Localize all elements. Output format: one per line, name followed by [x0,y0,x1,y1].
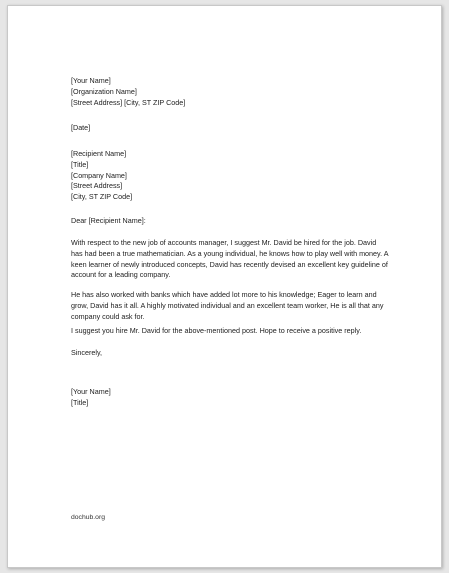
paragraph-text: With respect to the new job of accounts manager, I suggest Mr. David be hired for the job. David has had been a true mathematician. As a young individual, he knows how to play well with money. A keen learner of newly introduced concepts, David has recently devised an excellent key guideline of account for a leading company. [71,238,389,280]
sender-name: [Your Name] [71,76,111,85]
signature-title: [Title] [71,397,89,407]
date-block [71,123,389,134]
closing-block [71,348,389,359]
sender-organization: [Organization Name] [71,86,137,96]
closing: Sincerely, [71,348,103,357]
recipient-block [71,149,389,203]
letter-page [7,5,442,568]
signature-block [71,387,389,409]
recipient-city: [City, ST ZIP Code] [71,192,133,202]
sender-address: [Street Address] [City, ST ZIP Code] [71,97,186,107]
signature-name: [Your Name] [71,387,111,396]
recipient-street: [Street Address] [71,181,123,191]
body-paragraph-1 [71,238,389,281]
letter-date: [Date] [71,123,91,132]
recipient-name: [Recipient Name] [71,149,127,158]
body-paragraph-2 [71,290,389,322]
salutation: Dear [Recipient Name]: [71,216,146,225]
sender-block [71,76,389,108]
paragraph-text: He has also worked with banks which have added lot more to his knowledge; Eager to learn and grow, David has it all. A highly motivated individual and an excellent team worker, He is all that any company could ask for. [71,290,384,321]
recipient-title: [Title] [71,159,89,169]
body-paragraph-3 [71,326,389,337]
paragraph-text: I suggest you hire Mr. David for the above-mentioned post. Hope to receive a positive reply. [71,326,362,335]
salutation-block [71,216,389,227]
footer-brand: dochub.org [71,514,106,521]
recipient-company: [Company Name] [71,170,127,180]
